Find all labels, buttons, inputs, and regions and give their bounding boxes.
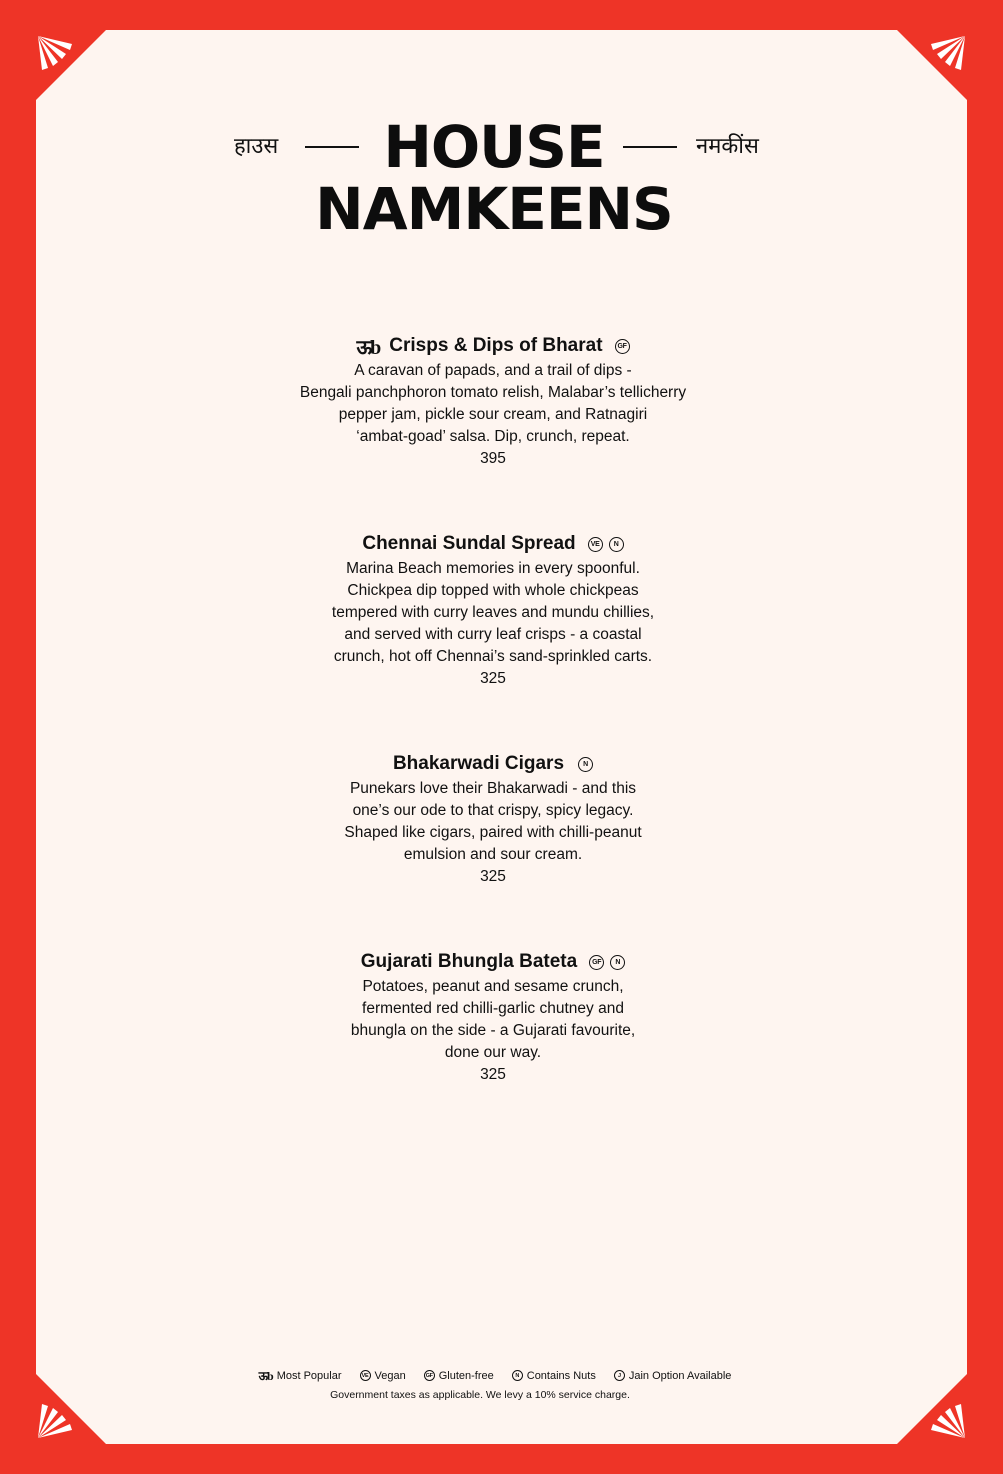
hindi-title-right: नमकींस [696,134,759,159]
contains-nuts-badge-icon: N [610,955,625,970]
hindi-title-left: हाउस [234,134,279,159]
legend-label: Jain Option Available [628,1369,732,1382]
legend-label: Most Popular [276,1369,342,1382]
contains-nuts-badge-icon: N [578,757,593,772]
legend-label: Vegan [374,1369,406,1382]
dish-price: 325 [480,868,506,885]
legend-gluten-free [424,1370,494,1382]
menu-item-bhakarwadi-cigars [0,751,986,888]
jain-option-badge-icon: J [614,1370,625,1381]
page-title-line-2: NAMKEENS [315,175,673,243]
legend-contains-nuts [512,1370,596,1382]
most-popular-logo-icon: ऊb [356,336,380,359]
dish-name-row [0,333,986,359]
dish-name: Crisps & Dips of Bharat [389,335,603,356]
legend-label: Gluten-free [438,1369,494,1382]
dish-description: Marina Beach memories in every spoonful. Chickpea dip topped with whole chickpeas tempered with curry leaves and mundu chillies, and served with curry leaf crisps - a coastal crunch, hot off Chennai’s sand-sprinkled carts. [331,560,655,665]
dish-description: A caravan of papads, and a trail of dips - Bengali panchphoron tomato relish, Malabar’s tellicherry pepper jam, pickle sour cream, and Ratnagiri ‘ambat-goad’ salsa. Dip, crunch, repeat. [299,362,687,445]
legend-jain-option [614,1370,732,1382]
dish-price: 325 [480,670,506,687]
dietary-legend [0,1367,990,1384]
menu-item-bhungla-bateta [0,949,986,1086]
corner-fan-icon-bottom-left [34,1398,78,1442]
dish-name-row [0,751,986,777]
gluten-free-badge-icon: GF [589,955,604,970]
corner-fan-icon-bottom-right [925,1398,969,1442]
contains-nuts-badge-icon: N [512,1370,523,1381]
dish-name: Chennai Sundal Spread [362,533,576,554]
tax-footnote: Government taxes as applicable. We levy a 10% service charge. [330,1389,630,1401]
dish-name-row [0,531,986,557]
gluten-free-badge-icon: GF [615,339,630,354]
dish-name: Gujarati Bhungla Bateta [360,951,578,972]
dish-name: Bhakarwadi Cigars [392,753,565,774]
title-rule-right [623,146,677,148]
corner-fan-icon-top-left [34,32,78,76]
legend-vegan [360,1370,406,1382]
most-popular-logo-icon: ऊb [258,1369,273,1383]
vegan-badge-icon: VE [360,1370,371,1381]
dish-name-row [0,949,986,975]
dish-description: Potatoes, peanut and sesame crunch, fermented red chilli-garlic chutney and bhungla on the side - a Gujarati favourite, done our way. [350,978,636,1061]
contains-nuts-badge-icon: N [609,537,624,552]
page-title-line-1: HOUSE [383,113,605,181]
vegan-badge-icon: VE [588,537,603,552]
menu-item-crisps-dips [0,333,986,470]
dish-price: 325 [480,1066,506,1083]
legend-label: Contains Nuts [526,1369,596,1382]
menu-item-chennai-sundal [0,531,986,690]
corner-fan-icon-top-right [925,32,969,76]
legend-most-popular [259,1367,342,1384]
dish-description: Punekars love their Bhakarwadi - and this one’s our ode to that crispy, spicy legacy. Shaped like cigars, paired with chilli-peanut emulsion and sour cream. [344,780,642,863]
gluten-free-badge-icon: GF [424,1370,435,1381]
dish-price: 395 [480,450,506,467]
